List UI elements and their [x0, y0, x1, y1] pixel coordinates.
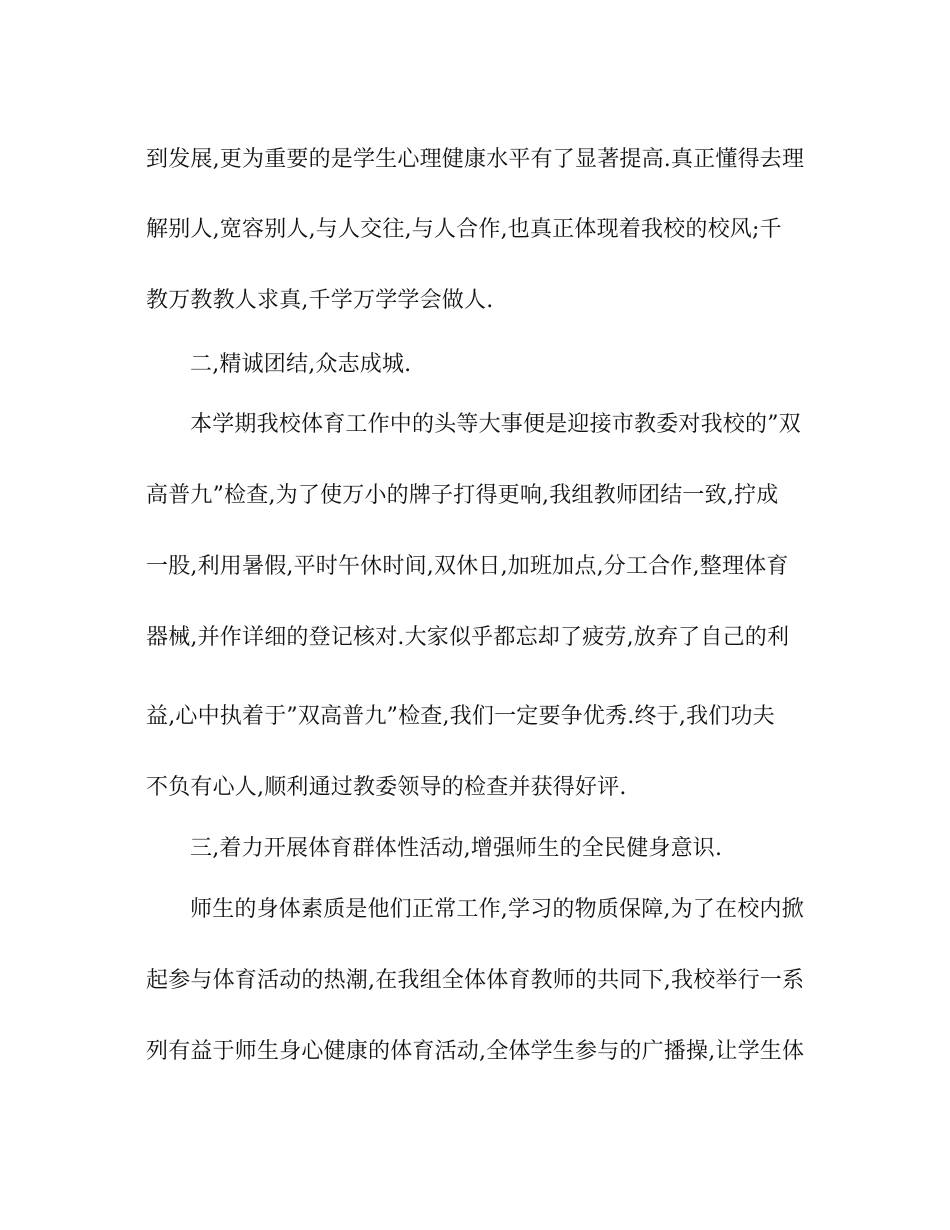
text-line-14: 列有益于师生身心健康的体育活动,全体学生参与的广播操,让学生体 — [146, 1039, 805, 1064]
section-heading-2: 二,精诚团结,众志成城. — [190, 352, 412, 377]
text-line-6: 高普九”检查,为了使万小的牌子打得更响,我组教师团结一致,拧成 — [146, 483, 779, 508]
text-line-7: 一股,利用暑假,平时午休时间,双休日,加班加点,分工合作,整理体育 — [146, 554, 789, 579]
text-line-2: 解别人,宽容别人,与人交往,与人合作,也真正体现着我校的校风;千 — [146, 217, 782, 242]
text-line-1: 到发展,更为重要的是学生心理健康水平有了显著提高.真正懂得去理 — [146, 147, 805, 172]
text-line-5: 本学期我校体育工作中的头等大事便是迎接市教委对我校的”双 — [190, 412, 801, 437]
section-heading-3: 三,着力开展体育群体性活动,增强师生的全民健身意识. — [190, 836, 723, 861]
text-line-12: 师生的身体素质是他们正常工作,学习的物质保障,为了在校内掀 — [190, 897, 804, 922]
text-line-9: 益,心中执着于”双高普九”检查,我们一定要争优秀.终于,我们功夫 — [146, 704, 775, 729]
text-line-13: 起参与体育活动的热潮,在我组全体体育教师的共同下,我校举行一系 — [146, 968, 805, 993]
text-line-8: 器械,并作详细的登记核对.大家似乎都忘却了疲劳,放弃了自己的利 — [146, 625, 790, 650]
text-line-3: 教万教教人求真,千学万学学会做人. — [146, 288, 494, 313]
text-line-10: 不负有心人,顺利通过教委领导的检查并获得好评. — [146, 775, 627, 800]
